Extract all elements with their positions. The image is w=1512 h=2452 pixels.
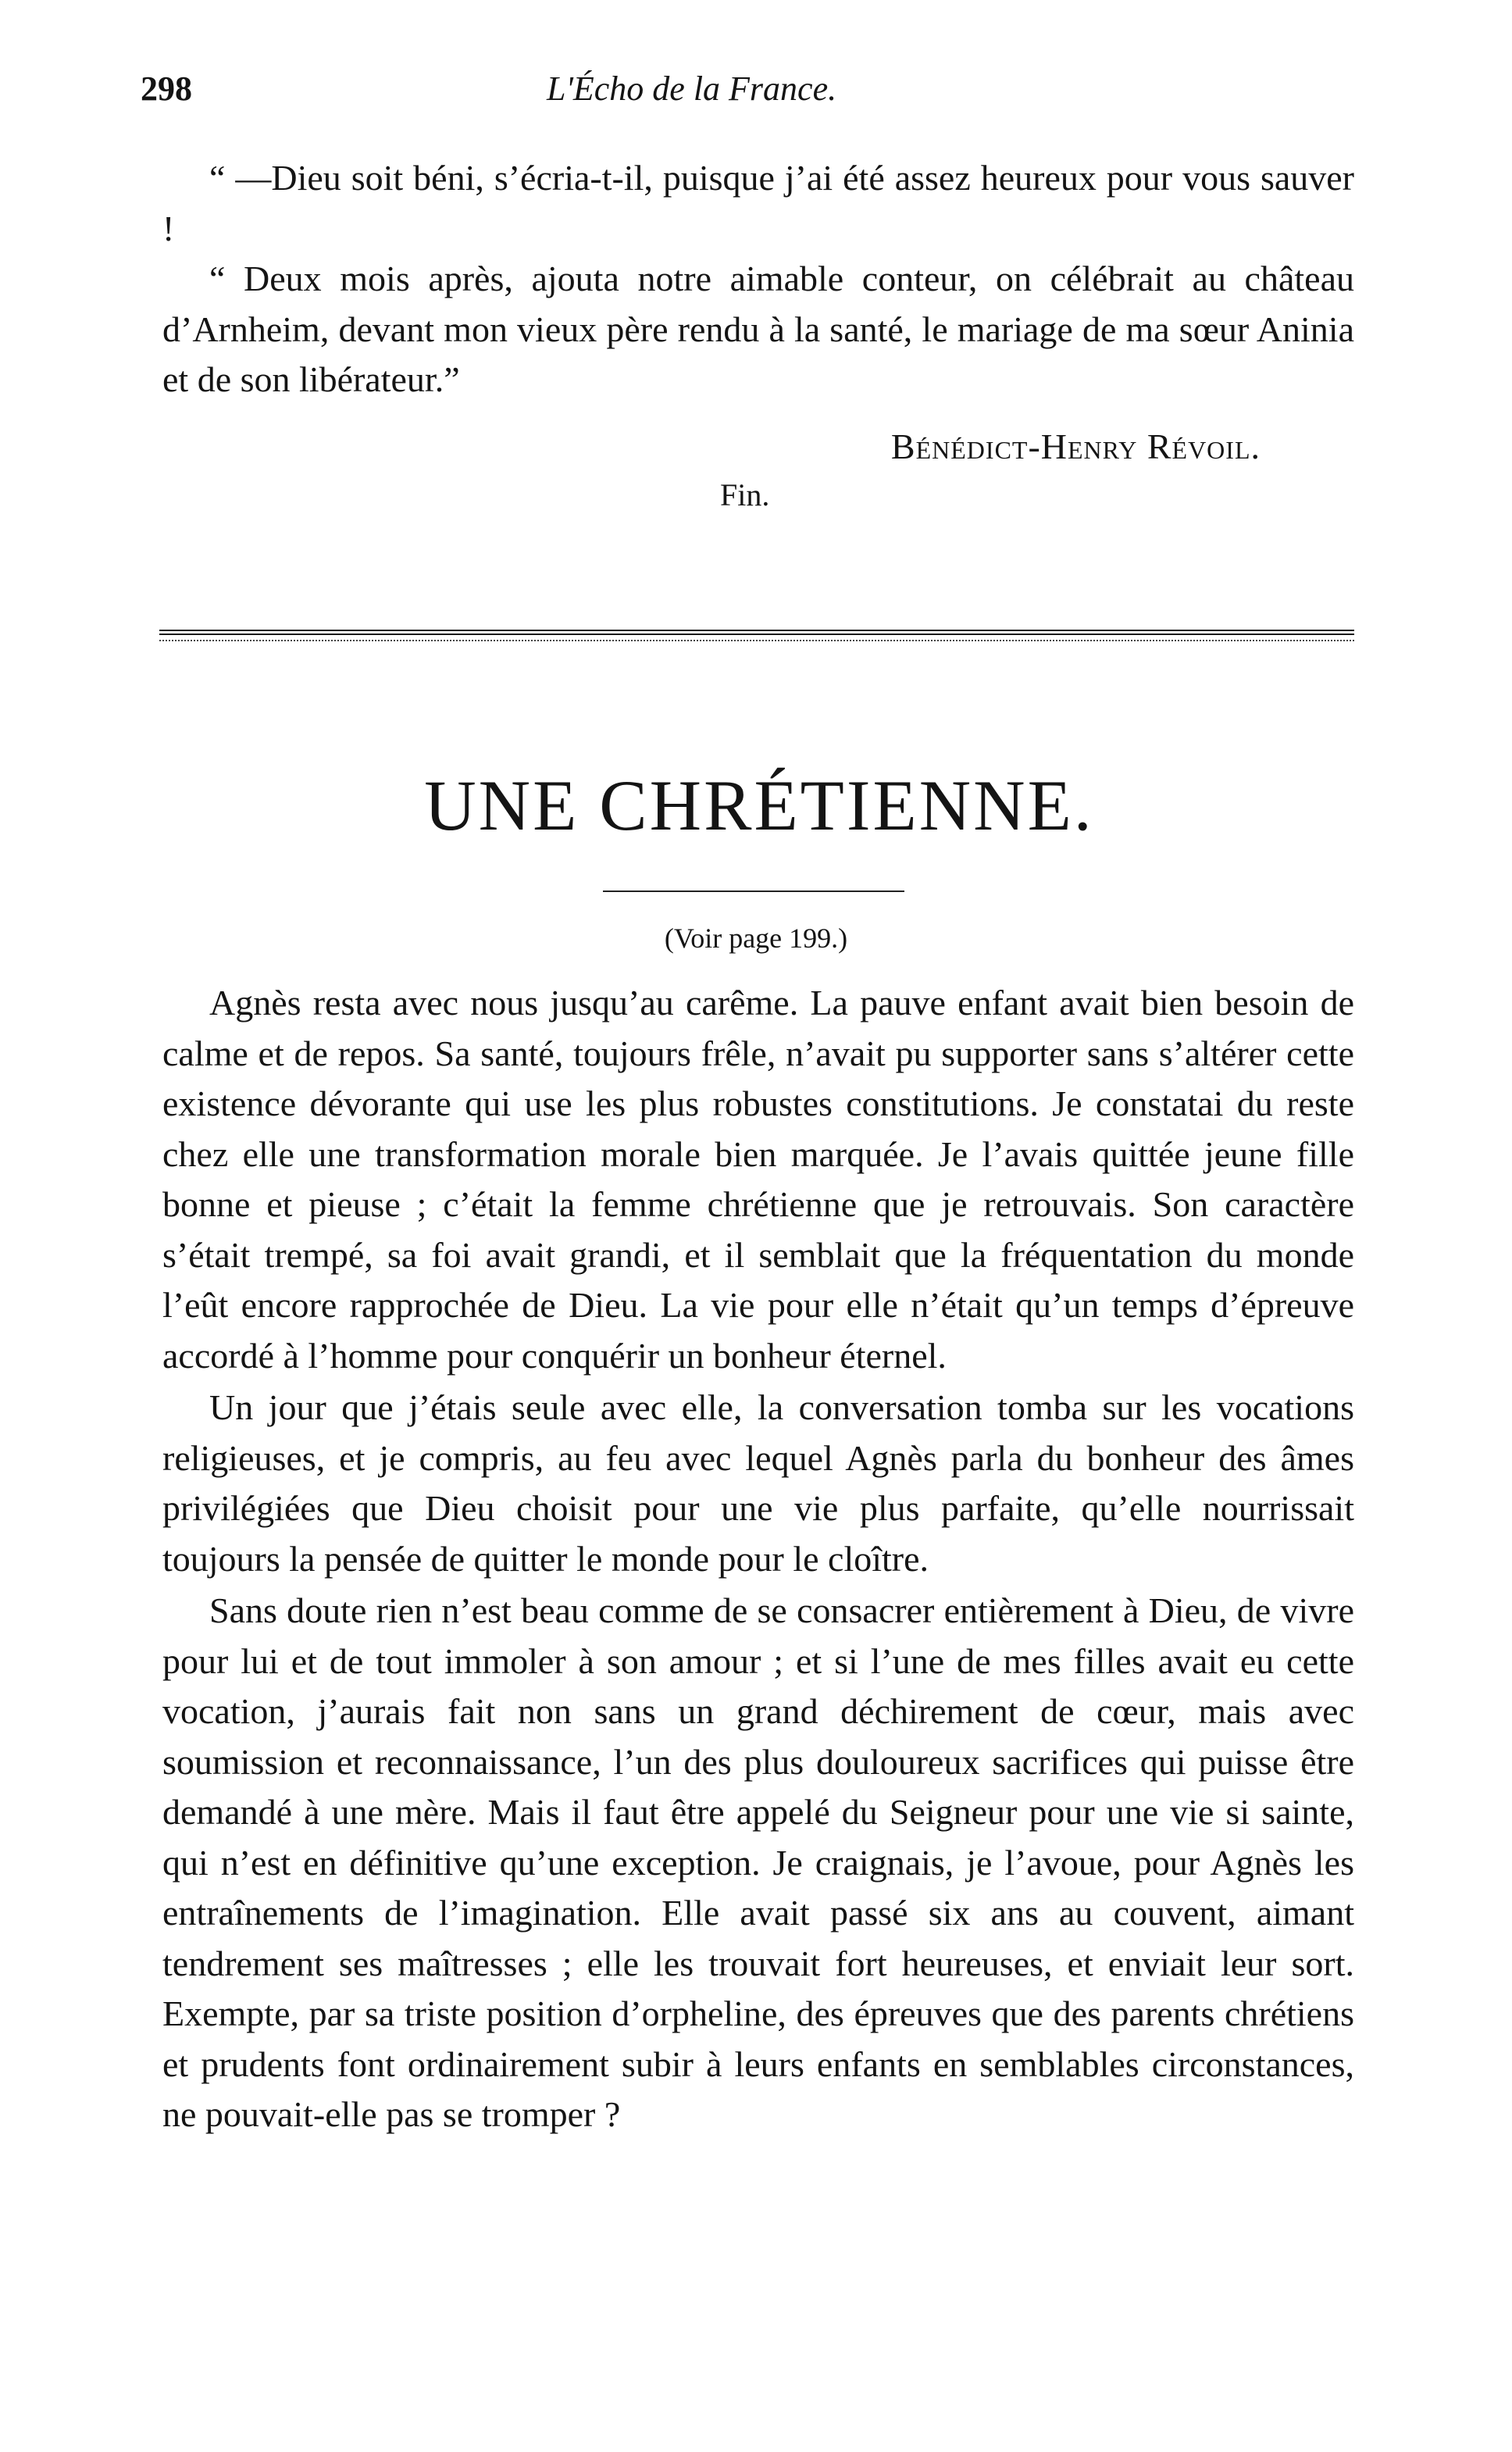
page-reference: (Voir page 199.): [664, 923, 848, 954]
chapter-title: UNE CHRÉTIENNE.: [424, 766, 1094, 845]
paragraph: Sans doute rien n’est beau comme de se consacrer entièrement à Dieu, de vivre pour lui et de tout immoler à son amour ; et si l’une de mes filles avait eu cette vocation, j’aurais fait non sans un grand déchirement de cœur, mais avec soumission et reconnaissance, l’un des plus douloureux sacrifices qui puisse être demandé à une mère. Mais il faut être appelé du Seigneur pour une vie si sainte, qui n’est en définitive qu’une exception. Je craignais, je l’avoue, pour Agnès les entraînements de l’imagination. Elle avait passé six ans au couvent, aimant tendrement ses maîtresses ; elle les trouvait fort heureuses, et enviait leur sort. Exempte, par sa triste position d’orpheline, des épreuves que des parents chrétiens et prudents font ordinairement subir à leurs enfants en semblables circonstances, ne pouvait-elle pas se tromper ?: [162, 1590, 1354, 2134]
page-header: [141, 69, 1359, 123]
paragraph: Agnès resta avec nous jusqu’au carême. La pauve enfant avait bien besoin de calme et de repos. Sa santé, toujours frêle, n’avait pu supporter sans s’altérer cette existence dévorante qui use les plus robustes constitutions. Je constatai du reste chez elle une transformation morale bien marquée. Je l’avais quittée jeune fille bonne et pieuse ; c’était la femme chrétienne que je retrouvais. Son caractère s’était trempé, sa foi avait grandi, et il semblait que la fréquentation du monde l’eût encore rapprochée de Dieu. La vie pour elle n’était qu’un temps d’épreuve accordé à l’homme pour conquérir un bonheur éternel.: [162, 983, 1354, 1376]
chapter-body: [162, 978, 1354, 2140]
previous-story-ending: [162, 153, 1354, 405]
running-title: L'Écho de la France.: [547, 70, 837, 108]
section-divider: [159, 630, 1354, 645]
author-signature: Bénédict-Henry Révoil.: [890, 427, 1261, 466]
title-rule: [603, 891, 904, 892]
fin-marker: Fin.: [720, 477, 770, 512]
paragraph: “ —Dieu soit béni, s’écria-t-il, puisque j’ai été assez heureux pour vous sauver !: [162, 158, 1354, 248]
paragraph: Un jour que j’étais seule avec elle, la conversation tomba sur les vocations religieuses, et je compris, au feu avec lequel Agnès parla du bonheur des âmes privilégiées que Dieu choisit pour une vie plus parfaite, qu’elle nourrissait toujours la pensée de quitter le monde pour le cloître.: [162, 1387, 1354, 1579]
page-number: 298: [141, 70, 192, 108]
paragraph: “ Deux mois après, ajouta notre aimable conteur, on célébrait au château d’Arnheim, devant mon vieux père rendu à la santé, le mariage de ma sœur Aninia et de son libérateur.”: [162, 259, 1354, 399]
